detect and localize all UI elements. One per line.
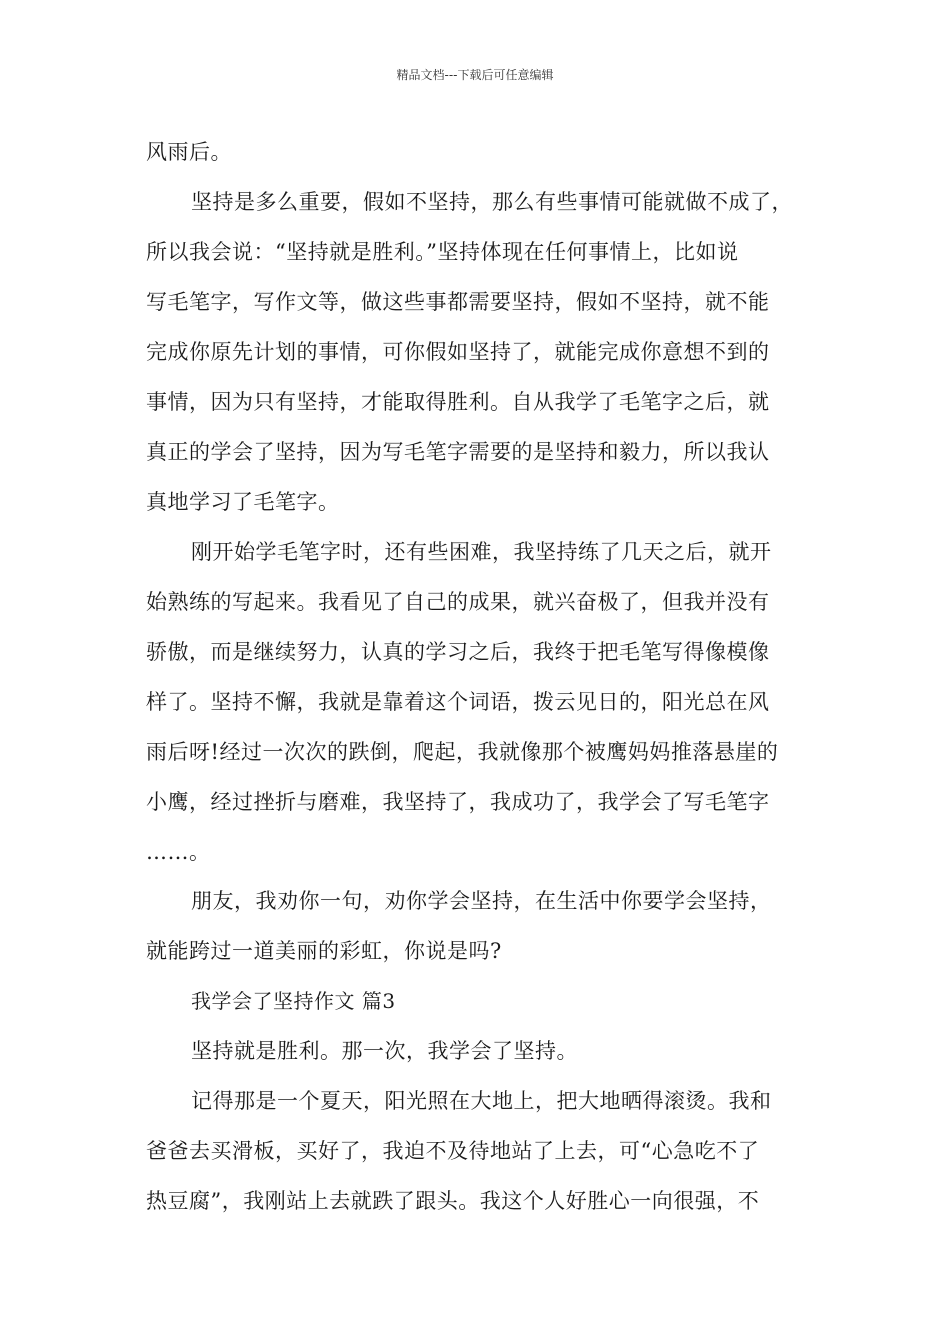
- paragraph-start: 朋友，我劝你一句，劝你学会坚持，在生活中你要学会坚持，: [191, 889, 772, 913]
- text-line: 雨后呀!经过一次次的跌倒，爬起，我就像那个被鹰妈妈推落悬崖的: [146, 740, 779, 764]
- paragraph-start: 记得那是一个夏天，阳光照在大地上，把大地晒得滚烫。我和: [191, 1089, 772, 1113]
- text-line: 热豆腐”，我刚站上去就跌了跟头。我这个人好胜心一向很强，不: [146, 1189, 760, 1213]
- section-title: 我学会了坚持作文 篇3: [191, 989, 396, 1013]
- text-line: 事情，因为只有坚持，才能取得胜利。自从我学了毛笔字之后，就: [146, 390, 770, 414]
- paragraph-start: 坚持就是胜利。那一次，我学会了坚持。: [191, 1039, 578, 1063]
- text-line: 完成你原先计划的事情，可你假如坚持了，就能完成你意想不到的: [146, 340, 770, 364]
- paragraph-start: 坚持是多么重要，假如不坚持，那么有些事情可能就做不成了，: [191, 190, 793, 214]
- text-line: 真正的学会了坚持，因为写毛笔字需要的是坚持和毅力，所以我认: [146, 440, 770, 464]
- text-line: ……。: [146, 840, 211, 864]
- text-line: 写毛笔字，写作文等，做这些事都需要坚持，假如不坚持，就不能: [146, 290, 770, 314]
- page-header: 精品文档---下载后可任意编辑: [396, 68, 554, 82]
- text-line: 风雨后。: [146, 140, 232, 164]
- paragraph-start: 刚开始学毛笔字时，还有些困难，我坚持练了几天之后，就开: [191, 540, 772, 564]
- text-line: 真地学习了毛笔字。: [146, 490, 340, 514]
- text-line: 小鹰，经过挫折与磨难，我坚持了，我成功了，我学会了写毛笔字: [146, 790, 770, 814]
- text-line: 就能跨过一道美丽的彩虹，你说是吗?: [146, 939, 502, 963]
- text-line: 爸爸去买滑板，买好了，我迫不及待地站了上去，可“心急吃不了: [146, 1139, 760, 1163]
- text-line: 样了。坚持不懈，我就是靠着这个词语，拨云见日的，阳光总在风: [146, 690, 770, 714]
- text-line: 骄傲，而是继续努力，认真的学习之后，我终于把毛笔写得像模像: [146, 640, 770, 664]
- text-line: 始熟练的写起来。我看见了自己的成果，就兴奋极了，但我并没有: [146, 590, 770, 614]
- text-line: 所以我会说：“坚持就是胜利。”坚持体现在任何事情上，比如说: [146, 240, 739, 264]
